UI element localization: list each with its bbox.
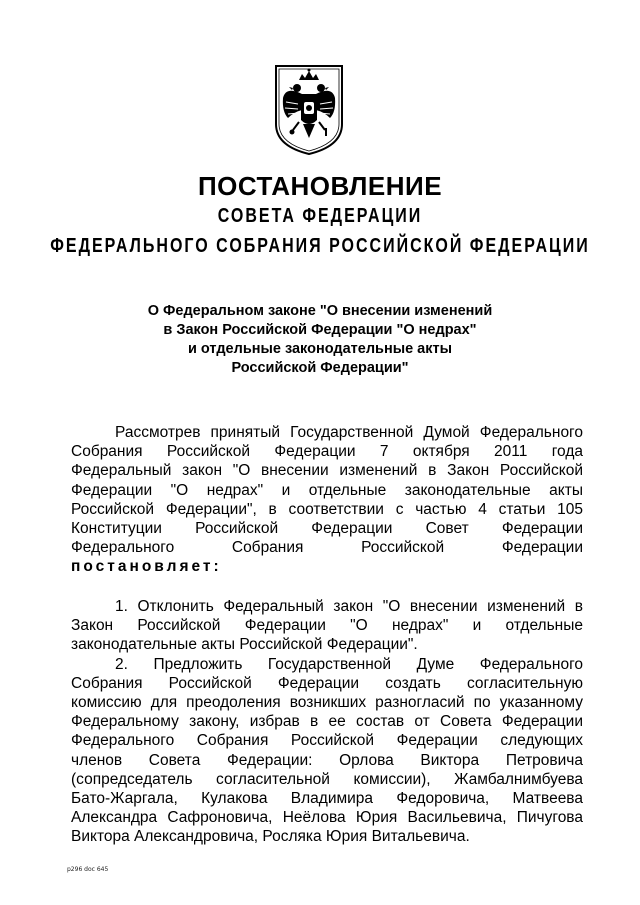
text-line: Конституции Российской Федерации Совет Федерации	[71, 519, 583, 537]
text-line: Российской Федерации", в соответствии с частью 4 статьи 105	[71, 500, 583, 518]
subject-heading	[100, 302, 540, 378]
text-line: Собрания Российской Федерации 7 октября 2011 года	[71, 443, 583, 461]
text-line: комиссию для преодоления возникших разногласий по указанному	[71, 693, 583, 711]
text-line: Виктора Александровича, Росляка Юрия Витальевича.	[71, 828, 470, 846]
subject-line: в Закон Российской Федерации "О недрах"	[163, 322, 477, 338]
text-line: 1. Отклонить Федеральный закон "О внесении изменений в	[115, 598, 583, 615]
subject-line: Российской Федерации"	[231, 360, 409, 376]
text-line: 2. Предложить Государственной Думе Федерального	[115, 655, 583, 673]
text-line: Александра Сафроновича, Неёлова Юрия Васильевича, Пичугова	[71, 809, 583, 827]
text-line: Собрания Российской Федерации создать согласительную	[71, 674, 583, 692]
text-line: Федеральному закону, избрав в ее состав от Совета Федерации	[71, 713, 583, 731]
text-line: членов Совета Федерации: Орлова Виктора Петровича	[71, 751, 583, 769]
subject-line: О Федеральном законе "О внесении изменений	[147, 303, 493, 319]
subject-line: и отдельные законодательные акты	[187, 341, 452, 357]
document-number: р296 doc 645	[67, 866, 109, 873]
text-line: Федеральный закон "О внесении изменений в Закон Российской	[71, 462, 583, 480]
text-line: Федерального Собрания Российской Федерации следующих	[71, 732, 583, 750]
resolution-items	[71, 597, 583, 846]
text-line: законодательные акты Российской Федерации".	[71, 636, 418, 654]
text-line: Федерации "О недрах" и отдельные законодательные акты	[71, 481, 583, 499]
document-title: ПОСТАНОВЛЕНИЕ	[197, 171, 443, 201]
issuer-line-1: СОВЕТА ФЕДЕРАЦИИ	[217, 205, 423, 227]
resolves-word: постановляет:	[71, 558, 222, 576]
preamble-paragraph	[71, 423, 583, 577]
text-line: Рассмотрев принятый Государственной Думой Федерального	[115, 424, 583, 441]
issuer-line-2: ФЕДЕРАЛЬНОГО СОБРАНИЯ РОССИЙСКОЙ ФЕДЕРАЦИИ	[50, 235, 590, 257]
text-line: Закон Российской Федерации "О недрах" и отдельные	[71, 617, 583, 635]
text-line: Бато-Жаргала, Кулакова Владимира Федоровича, Матвеева	[71, 789, 583, 807]
text-line: (сопредседатель согласительной комиссии), Жамбалнимбуева	[71, 770, 583, 788]
text-line: Федерального Собрания Российской Федерации	[71, 539, 583, 557]
double-headed-eagle-icon	[272, 62, 346, 156]
